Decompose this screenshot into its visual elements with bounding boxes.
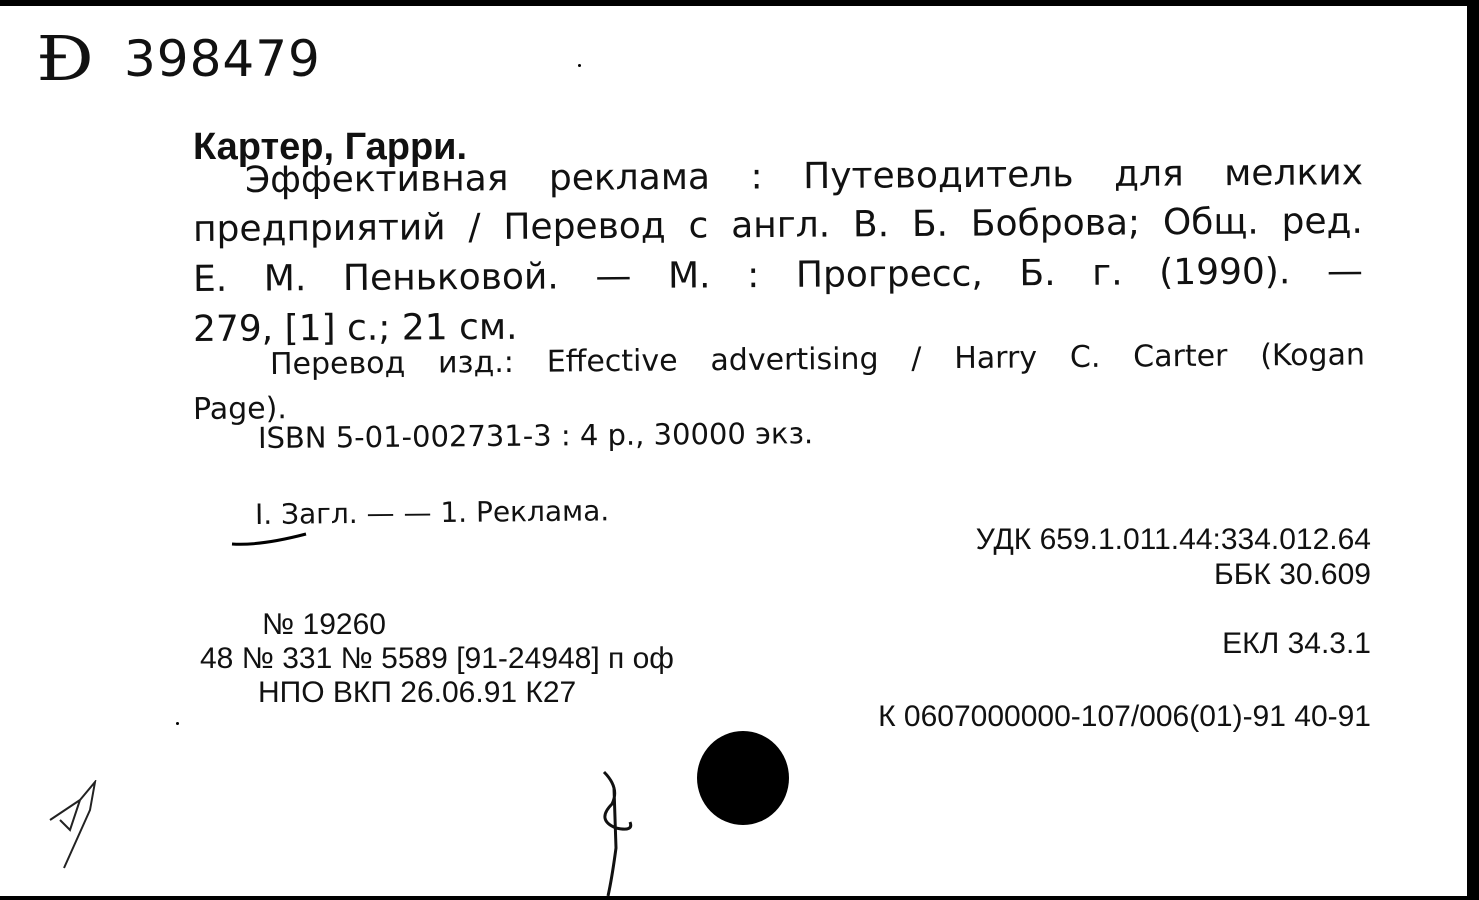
word: Перевод <box>503 205 666 248</box>
title-line-1 <box>244 152 1364 201</box>
pencil-scribble <box>590 768 650 898</box>
handwritten-mark: Ɖ <box>36 22 94 95</box>
card-top-edge <box>0 0 1479 6</box>
word: изд.: <box>437 344 515 381</box>
word: реклама <box>548 156 711 199</box>
collation-line: 279, [1] с.; 21 см. <box>192 306 518 350</box>
word: с <box>688 205 709 247</box>
word: advertising <box>710 341 879 379</box>
ekl-code: ЕКЛ 34.3.1 <box>1222 627 1371 660</box>
word: Прогресс, <box>795 253 983 296</box>
word: Б. <box>1019 252 1056 295</box>
word: для <box>1113 153 1184 195</box>
word: англ. <box>731 204 831 247</box>
word: Пеньковой. <box>342 256 559 299</box>
word: М. <box>667 255 711 297</box>
word: мелких <box>1224 152 1364 195</box>
speck <box>176 722 179 725</box>
order-line: 48 № 331 № 5589 [91-24948] п оф <box>200 642 674 675</box>
isbn-line: ISBN 5-01-002731-3 : 4 р., 30000 экз. <box>257 416 814 455</box>
tracings: I. Загл. — — 1. Реклама. <box>254 494 610 531</box>
word: — <box>595 255 632 298</box>
imprint-line <box>192 250 1364 300</box>
punch-hole <box>697 731 789 825</box>
word: / <box>468 206 481 249</box>
word: Effective <box>546 343 678 380</box>
word: : <box>750 156 763 198</box>
author-heading: Картер, Гарри. <box>193 126 468 168</box>
card-number: № 19260 <box>262 608 386 641</box>
word: (1990). <box>1159 251 1291 294</box>
word: Боброва; <box>970 202 1141 245</box>
original-title-note-cont: Page). <box>192 391 288 427</box>
word: Harry <box>954 340 1038 377</box>
word: Перевод <box>269 345 406 382</box>
word: г. <box>1092 252 1123 294</box>
card-bottom-edge <box>0 896 1479 900</box>
bbk-code: ББК 30.609 <box>1214 558 1371 591</box>
word: : <box>747 255 760 297</box>
word: М. <box>263 258 307 300</box>
call-number: 398479 <box>124 30 321 88</box>
word: Е. <box>192 258 228 300</box>
word: C. <box>1069 339 1101 376</box>
word: Эффективная <box>244 158 509 201</box>
card-right-edge <box>1467 0 1479 900</box>
word: / <box>911 341 922 377</box>
word: В. <box>852 204 890 246</box>
word: ред. <box>1281 200 1364 243</box>
pencil-underline <box>230 530 310 548</box>
speck <box>578 64 581 67</box>
word: предприятий <box>192 207 446 250</box>
publisher-stamp: НПО ВКП 26.06.91 К27 <box>258 676 577 709</box>
word: (Kogan <box>1260 337 1366 374</box>
word: Б. <box>911 203 949 245</box>
title-line-2 <box>192 200 1364 250</box>
word: Общ. <box>1162 201 1259 244</box>
k-code: К 0607000000-107/006(01)-91 40-91 <box>878 700 1371 733</box>
udk-code: УДК 659.1.011.44:334.012.64 <box>975 523 1371 556</box>
word: Carter <box>1133 338 1228 375</box>
pencil-scribble <box>40 780 110 870</box>
word: — <box>1326 250 1364 293</box>
word: Путеводитель <box>803 154 1074 198</box>
